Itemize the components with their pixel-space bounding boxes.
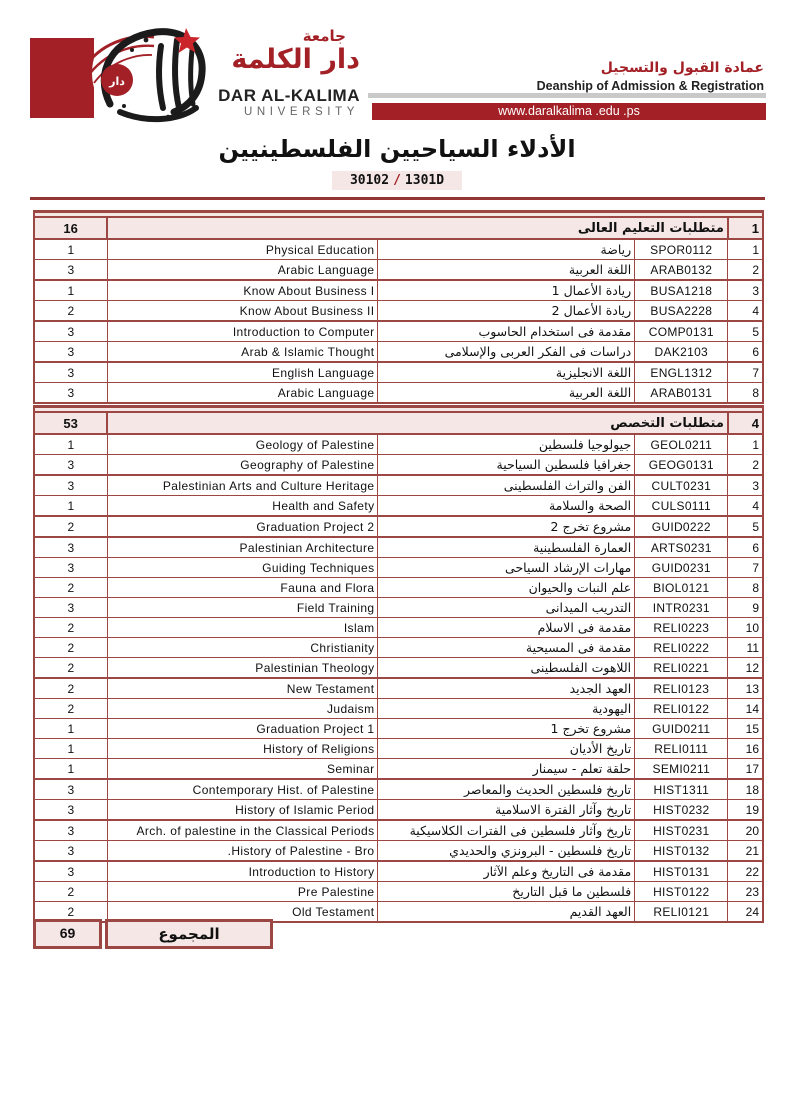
course-name-arabic: التدريب الميدانى bbox=[378, 598, 635, 618]
course-row bbox=[34, 739, 763, 759]
course-name-english: Geology of Palestine bbox=[107, 434, 378, 455]
course-credits: 2 bbox=[34, 516, 107, 537]
course-credits: 3 bbox=[34, 362, 107, 383]
course-code: CULT0231 bbox=[635, 475, 728, 496]
higher-education-requirements-table bbox=[33, 210, 764, 404]
course-row-number: 13 bbox=[728, 678, 763, 699]
course-credits: 2 bbox=[34, 638, 107, 658]
course-name-arabic: مقدمة فى استخدام الحاسوب bbox=[378, 321, 635, 342]
course-row-number: 3 bbox=[728, 475, 763, 496]
course-name-arabic: مقدمة فى الاسلام bbox=[378, 618, 635, 638]
course-credits: 3 bbox=[34, 260, 107, 281]
section-total-credits: 16 bbox=[34, 217, 107, 239]
course-name-english: History of Religions bbox=[107, 739, 378, 759]
course-code: RELI0123 bbox=[635, 678, 728, 699]
course-name-english: Health and Safety bbox=[107, 496, 378, 517]
course-name-english: History of Palestine - Bro. bbox=[107, 841, 378, 862]
course-row-number: 14 bbox=[728, 699, 763, 719]
course-name-english: Palestinian Theology bbox=[107, 658, 378, 679]
course-credits: 1 bbox=[34, 739, 107, 759]
course-row-number: 24 bbox=[728, 902, 763, 923]
section-title: متطلبات التعليم العالى bbox=[107, 217, 728, 239]
course-name-english: Know About Business I bbox=[107, 280, 378, 301]
course-name-english: Arabic Language bbox=[107, 383, 378, 404]
course-row-number: 10 bbox=[728, 618, 763, 638]
course-name-english: Seminar bbox=[107, 759, 378, 780]
course-row bbox=[34, 516, 763, 537]
course-row-number: 5 bbox=[728, 516, 763, 537]
course-row bbox=[34, 598, 763, 618]
course-credits: 2 bbox=[34, 902, 107, 923]
course-row-number: 9 bbox=[728, 598, 763, 618]
course-credits: 2 bbox=[34, 301, 107, 322]
course-name-arabic: تاريخ وآثار فلسطين فى الفترات الكلاسيكية bbox=[378, 820, 635, 841]
course-name-english: Geography of Palestine bbox=[107, 455, 378, 476]
course-row bbox=[34, 537, 763, 558]
course-row-number: 21 bbox=[728, 841, 763, 862]
course-credits: 3 bbox=[34, 820, 107, 841]
course-code: GUID0222 bbox=[635, 516, 728, 537]
course-name-english: English Language bbox=[107, 362, 378, 383]
program-code-separator: / bbox=[393, 173, 401, 188]
course-row bbox=[34, 779, 763, 800]
section-header-row bbox=[34, 412, 763, 434]
course-code: HIST0232 bbox=[635, 800, 728, 821]
course-code: CULS0111 bbox=[635, 496, 728, 517]
course-row bbox=[34, 301, 763, 322]
course-row bbox=[34, 342, 763, 363]
course-name-arabic: العهد القديم bbox=[378, 902, 635, 923]
course-row-number: 2 bbox=[728, 260, 763, 281]
university-name-arabic: دار الكلمة bbox=[231, 44, 360, 75]
course-row bbox=[34, 719, 763, 739]
course-row bbox=[34, 638, 763, 658]
course-row-number: 8 bbox=[728, 383, 763, 404]
course-row bbox=[34, 759, 763, 780]
course-row-number: 15 bbox=[728, 719, 763, 739]
course-row bbox=[34, 321, 763, 342]
course-row-number: 1 bbox=[728, 239, 763, 260]
course-code: RELI0223 bbox=[635, 618, 728, 638]
course-code: INTR0231 bbox=[635, 598, 728, 618]
course-row-number: 22 bbox=[728, 861, 763, 882]
website-url-bar: www.daralkalima .edu .ps bbox=[372, 103, 766, 120]
course-name-arabic: مهارات الإرشاد السياحى bbox=[378, 558, 635, 578]
course-name-arabic: تاريخ الأديان bbox=[378, 739, 635, 759]
course-name-arabic: مقدمة فى التاريخ وعلم الآثار bbox=[378, 861, 635, 882]
course-row-number: 18 bbox=[728, 779, 763, 800]
course-row bbox=[34, 678, 763, 699]
course-code: HIST0122 bbox=[635, 882, 728, 902]
course-code: HIST0132 bbox=[635, 841, 728, 862]
course-credits: 3 bbox=[34, 455, 107, 476]
course-code: BUSA2228 bbox=[635, 301, 728, 322]
course-credits: 1 bbox=[34, 759, 107, 780]
course-row bbox=[34, 820, 763, 841]
course-row-number: 1 bbox=[728, 434, 763, 455]
course-name-english: Palestinian Architecture bbox=[107, 537, 378, 558]
course-row bbox=[34, 658, 763, 679]
course-row bbox=[34, 618, 763, 638]
course-credits: 1 bbox=[34, 719, 107, 739]
course-credits: 2 bbox=[34, 618, 107, 638]
course-row bbox=[34, 800, 763, 821]
course-code: RELI0221 bbox=[635, 658, 728, 679]
course-name-english: Introduction to History bbox=[107, 861, 378, 882]
course-code: GEOG0131 bbox=[635, 455, 728, 476]
course-row bbox=[34, 841, 763, 862]
course-credits: 3 bbox=[34, 558, 107, 578]
course-name-arabic: اللاهوت الفلسطينى bbox=[378, 658, 635, 679]
course-code: ARTS0231 bbox=[635, 537, 728, 558]
course-code: GEOL0211 bbox=[635, 434, 728, 455]
course-name-arabic: مقدمة فى المسيحية bbox=[378, 638, 635, 658]
course-code: ARAB0132 bbox=[635, 260, 728, 281]
university-name-english: DAR AL-KALIMA bbox=[218, 86, 360, 105]
course-row-number: 19 bbox=[728, 800, 763, 821]
university-name-arabic-small: جامعة bbox=[302, 27, 346, 45]
course-credits: 3 bbox=[34, 861, 107, 882]
grand-total-label: المجموع bbox=[105, 919, 273, 949]
course-name-arabic: اللغة العربية bbox=[378, 383, 635, 404]
course-credits: 1 bbox=[34, 434, 107, 455]
course-name-english: Palestinian Arts and Culture Heritage bbox=[107, 475, 378, 496]
course-credits: 2 bbox=[34, 658, 107, 679]
course-name-english: Arch. of palestine in the Classical Periods bbox=[107, 820, 378, 841]
course-credits: 3 bbox=[34, 383, 107, 404]
course-row bbox=[34, 280, 763, 301]
course-row-number: 4 bbox=[728, 301, 763, 322]
course-name-arabic: ريادة الأعمال 1 bbox=[378, 280, 635, 301]
course-credits: 2 bbox=[34, 678, 107, 699]
course-name-english: Old Testament bbox=[107, 902, 378, 923]
course-name-english: Islam bbox=[107, 618, 378, 638]
major-requirements-table bbox=[33, 405, 764, 923]
course-row-number: 3 bbox=[728, 280, 763, 301]
course-credits: 3 bbox=[34, 800, 107, 821]
course-name-english: Know About Business II bbox=[107, 301, 378, 322]
course-code: HIST0131 bbox=[635, 861, 728, 882]
course-row bbox=[34, 578, 763, 598]
course-name-arabic: فلسطين ما قبل التاريخ bbox=[378, 882, 635, 902]
program-title: الأدلاء السياحيين الفلسطينيين bbox=[218, 135, 576, 163]
course-row bbox=[34, 558, 763, 578]
section-title: متطلبات التخصص bbox=[107, 412, 728, 434]
course-code: COMP0131 bbox=[635, 321, 728, 342]
course-row-number: 7 bbox=[728, 362, 763, 383]
course-code: HIST0231 bbox=[635, 820, 728, 841]
course-name-english: Graduation Project 2 bbox=[107, 516, 378, 537]
section-number: 1 bbox=[728, 217, 763, 239]
course-name-english: Field Training bbox=[107, 598, 378, 618]
course-code: RELI0222 bbox=[635, 638, 728, 658]
course-name-arabic: مشروع تخرج 2 bbox=[378, 516, 635, 537]
course-name-arabic: مشروع تخرج 1 bbox=[378, 719, 635, 739]
course-code: BUSA1218 bbox=[635, 280, 728, 301]
course-name-arabic: ريادة الأعمال 2 bbox=[378, 301, 635, 322]
course-credits: 3 bbox=[34, 537, 107, 558]
course-code: SPOR0112 bbox=[635, 239, 728, 260]
course-name-english: Arabic Language bbox=[107, 260, 378, 281]
course-credits: 3 bbox=[34, 475, 107, 496]
grand-total-row bbox=[33, 919, 273, 949]
course-code: ARAB0131 bbox=[635, 383, 728, 404]
course-name-arabic: حلقة تعلم - سيمنار bbox=[378, 759, 635, 780]
course-name-english: Contemporary Hist. of Palestine bbox=[107, 779, 378, 800]
section-total-credits: 53 bbox=[34, 412, 107, 434]
course-row bbox=[34, 434, 763, 455]
course-credits: 1 bbox=[34, 280, 107, 301]
course-name-english: Graduation Project 1 bbox=[107, 719, 378, 739]
deanship-name-arabic: عمادة القبول والتسجيل bbox=[600, 60, 764, 76]
course-row-number: 16 bbox=[728, 739, 763, 759]
course-credits: 2 bbox=[34, 578, 107, 598]
header-gray-bar bbox=[368, 93, 766, 98]
course-code: BIOL0121 bbox=[635, 578, 728, 598]
course-code: HIST1311 bbox=[635, 779, 728, 800]
program-code-box bbox=[332, 171, 462, 190]
course-name-arabic: اليهودية bbox=[378, 699, 635, 719]
logo-medallion-text: دار bbox=[109, 75, 125, 88]
course-row bbox=[34, 455, 763, 476]
university-name-english-line2: UNIVERSITY bbox=[243, 106, 359, 118]
course-row-number: 4 bbox=[728, 496, 763, 517]
course-name-arabic: جيولوجيا فلسطين bbox=[378, 434, 635, 455]
course-name-arabic: تاريخ فلسطين - البرونزي والحديدي bbox=[378, 841, 635, 862]
course-name-arabic: علم النبات والحيوان bbox=[378, 578, 635, 598]
course-row bbox=[34, 239, 763, 260]
course-row-number: 20 bbox=[728, 820, 763, 841]
course-name-arabic: جغرافيا فلسطين السياحية bbox=[378, 455, 635, 476]
course-credits: 2 bbox=[34, 699, 107, 719]
course-code: RELI0111 bbox=[635, 739, 728, 759]
course-row bbox=[34, 882, 763, 902]
grand-total-value: 69 bbox=[33, 919, 102, 949]
course-row bbox=[34, 496, 763, 517]
course-row-number: 5 bbox=[728, 321, 763, 342]
course-row-number: 23 bbox=[728, 882, 763, 902]
program-code-left: 30102 bbox=[349, 173, 390, 188]
course-credits: 1 bbox=[34, 239, 107, 260]
course-code: ENGL1312 bbox=[635, 362, 728, 383]
course-name-english: Introduction to Computer bbox=[107, 321, 378, 342]
course-name-arabic: تاريخ فلسطين الحديث والمعاصر bbox=[378, 779, 635, 800]
course-row-number: 6 bbox=[728, 342, 763, 363]
course-name-english: New Testament bbox=[107, 678, 378, 699]
course-row-number: 2 bbox=[728, 455, 763, 476]
course-name-english: Guiding Techniques bbox=[107, 558, 378, 578]
course-credits: 3 bbox=[34, 342, 107, 363]
course-row-number: 11 bbox=[728, 638, 763, 658]
course-name-arabic: رياضة bbox=[378, 239, 635, 260]
section-number: 4 bbox=[728, 412, 763, 434]
course-name-english: Pre Palestine bbox=[107, 882, 378, 902]
course-name-english: History of Islamic Period bbox=[107, 800, 378, 821]
course-row bbox=[34, 260, 763, 281]
course-row bbox=[34, 383, 763, 404]
course-row bbox=[34, 699, 763, 719]
course-row-number: 12 bbox=[728, 658, 763, 679]
course-credits: 3 bbox=[34, 321, 107, 342]
course-row bbox=[34, 475, 763, 496]
course-code: SEMI0211 bbox=[635, 759, 728, 780]
course-name-english: Physical Education bbox=[107, 239, 378, 260]
course-credits: 2 bbox=[34, 882, 107, 902]
course-name-arabic: اللغة العربية bbox=[378, 260, 635, 281]
course-code: RELI0122 bbox=[635, 699, 728, 719]
program-code-right: 1301D bbox=[404, 173, 445, 188]
course-name-english: Fauna and Flora bbox=[107, 578, 378, 598]
course-row-number: 7 bbox=[728, 558, 763, 578]
course-name-english: Judaism bbox=[107, 699, 378, 719]
course-code: GUID0211 bbox=[635, 719, 728, 739]
course-code: GUID0231 bbox=[635, 558, 728, 578]
course-row bbox=[34, 362, 763, 383]
course-name-arabic: اللغة الانجليزية bbox=[378, 362, 635, 383]
course-row-number: 17 bbox=[728, 759, 763, 780]
course-code: RELI0121 bbox=[635, 902, 728, 923]
course-name-english: Arab & Islamic Thought bbox=[107, 342, 378, 363]
course-credits: 3 bbox=[34, 598, 107, 618]
course-name-arabic: دراسات فى الفكر العربى والإسلامى bbox=[378, 342, 635, 363]
course-name-arabic: الصحة والسلامة bbox=[378, 496, 635, 517]
course-name-arabic: العهد الجديد bbox=[378, 678, 635, 699]
course-row bbox=[34, 861, 763, 882]
course-code: DAK2103 bbox=[635, 342, 728, 363]
course-name-english: Christianity bbox=[107, 638, 378, 658]
course-row-number: 8 bbox=[728, 578, 763, 598]
course-name-arabic: العمارة الفلسطينية bbox=[378, 537, 635, 558]
course-row-number: 6 bbox=[728, 537, 763, 558]
course-credits: 1 bbox=[34, 496, 107, 517]
course-name-arabic: تاريخ وآثار الفترة الاسلامية bbox=[378, 800, 635, 821]
course-credits: 3 bbox=[34, 779, 107, 800]
deanship-name-english: Deanship of Admission & Registration bbox=[536, 79, 764, 93]
title-divider-rule bbox=[30, 197, 765, 200]
university-logo bbox=[28, 20, 220, 128]
section-header-row bbox=[34, 217, 763, 239]
course-name-arabic: الفن والتراث الفلسطينى bbox=[378, 475, 635, 496]
course-credits: 3 bbox=[34, 841, 107, 862]
